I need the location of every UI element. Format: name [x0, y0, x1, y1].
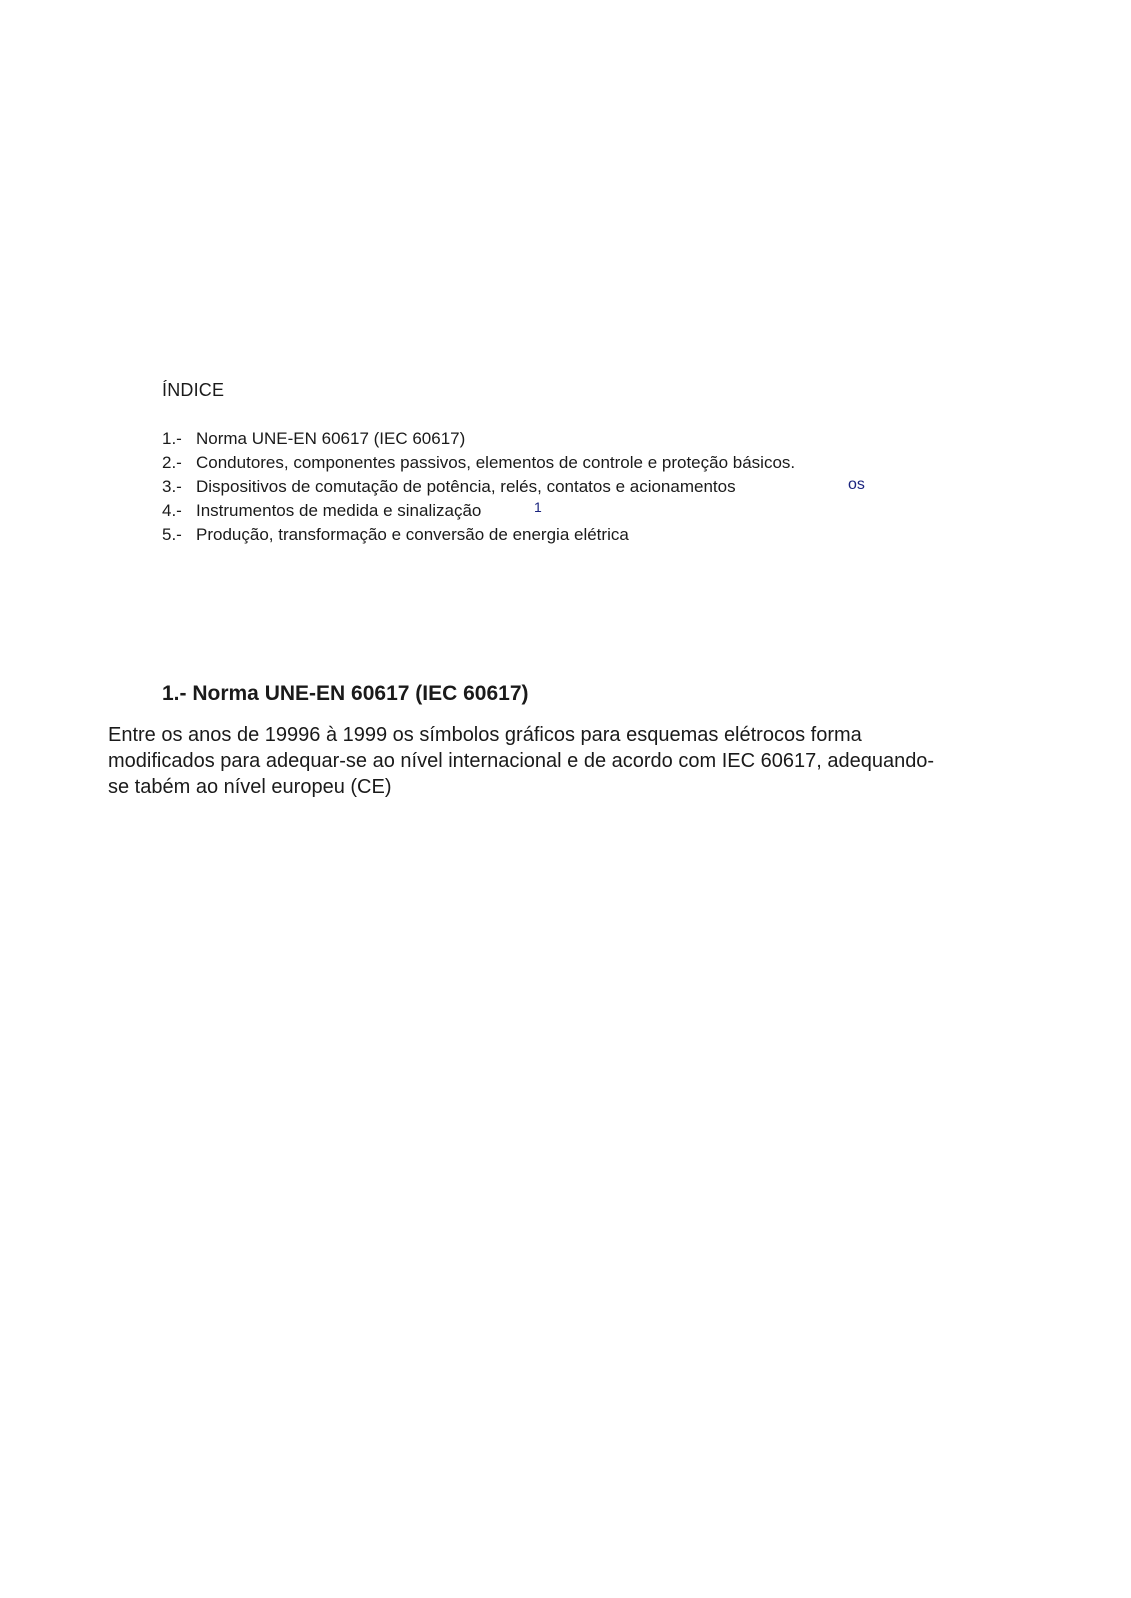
- index-item-label: Condutores, componentes passivos, elementos de controle e proteção básicos.: [196, 453, 796, 472]
- index-item-number: 4.-: [162, 501, 182, 520]
- index-item: [162, 427, 962, 451]
- index-item-label: Produção, transformação e conversão de energia elétrica: [196, 525, 629, 544]
- body-line: modificados para adequar-se ao nível internacional e de acordo com IEC 60617, adequando-: [108, 750, 935, 772]
- index-item-number: 2.-: [162, 453, 182, 472]
- section-body: [108, 722, 1038, 800]
- stray-text-mark: 1: [534, 499, 542, 515]
- index-title: ÍNDICE: [162, 380, 225, 400]
- index-item: [162, 499, 962, 523]
- index-item-number: 1.-: [162, 429, 182, 448]
- index-item-label: Instrumentos de medida e sinalização: [196, 501, 482, 520]
- index-item: [162, 475, 962, 499]
- index-item-number: 5.-: [162, 525, 182, 544]
- stray-text-mark: os: [848, 476, 865, 493]
- index-item-label: Norma UNE-EN 60617 (IEC 60617): [196, 429, 466, 448]
- index-item-label: Dispositivos de comutação de potência, relés, contatos e acionamentos: [196, 477, 736, 496]
- index-item: [162, 523, 962, 547]
- index-list: [162, 427, 962, 547]
- index-item-number: 3.-: [162, 477, 182, 496]
- section-heading: 1.- Norma UNE-EN 60617 (IEC 60617): [162, 682, 529, 705]
- body-line: Entre os anos de 19996 à 1999 os símbolos gráficos para esquemas elétrocos forma: [108, 724, 862, 746]
- body-line: se tabém ao nível europeu (CE): [108, 776, 392, 798]
- index-item: [162, 451, 962, 475]
